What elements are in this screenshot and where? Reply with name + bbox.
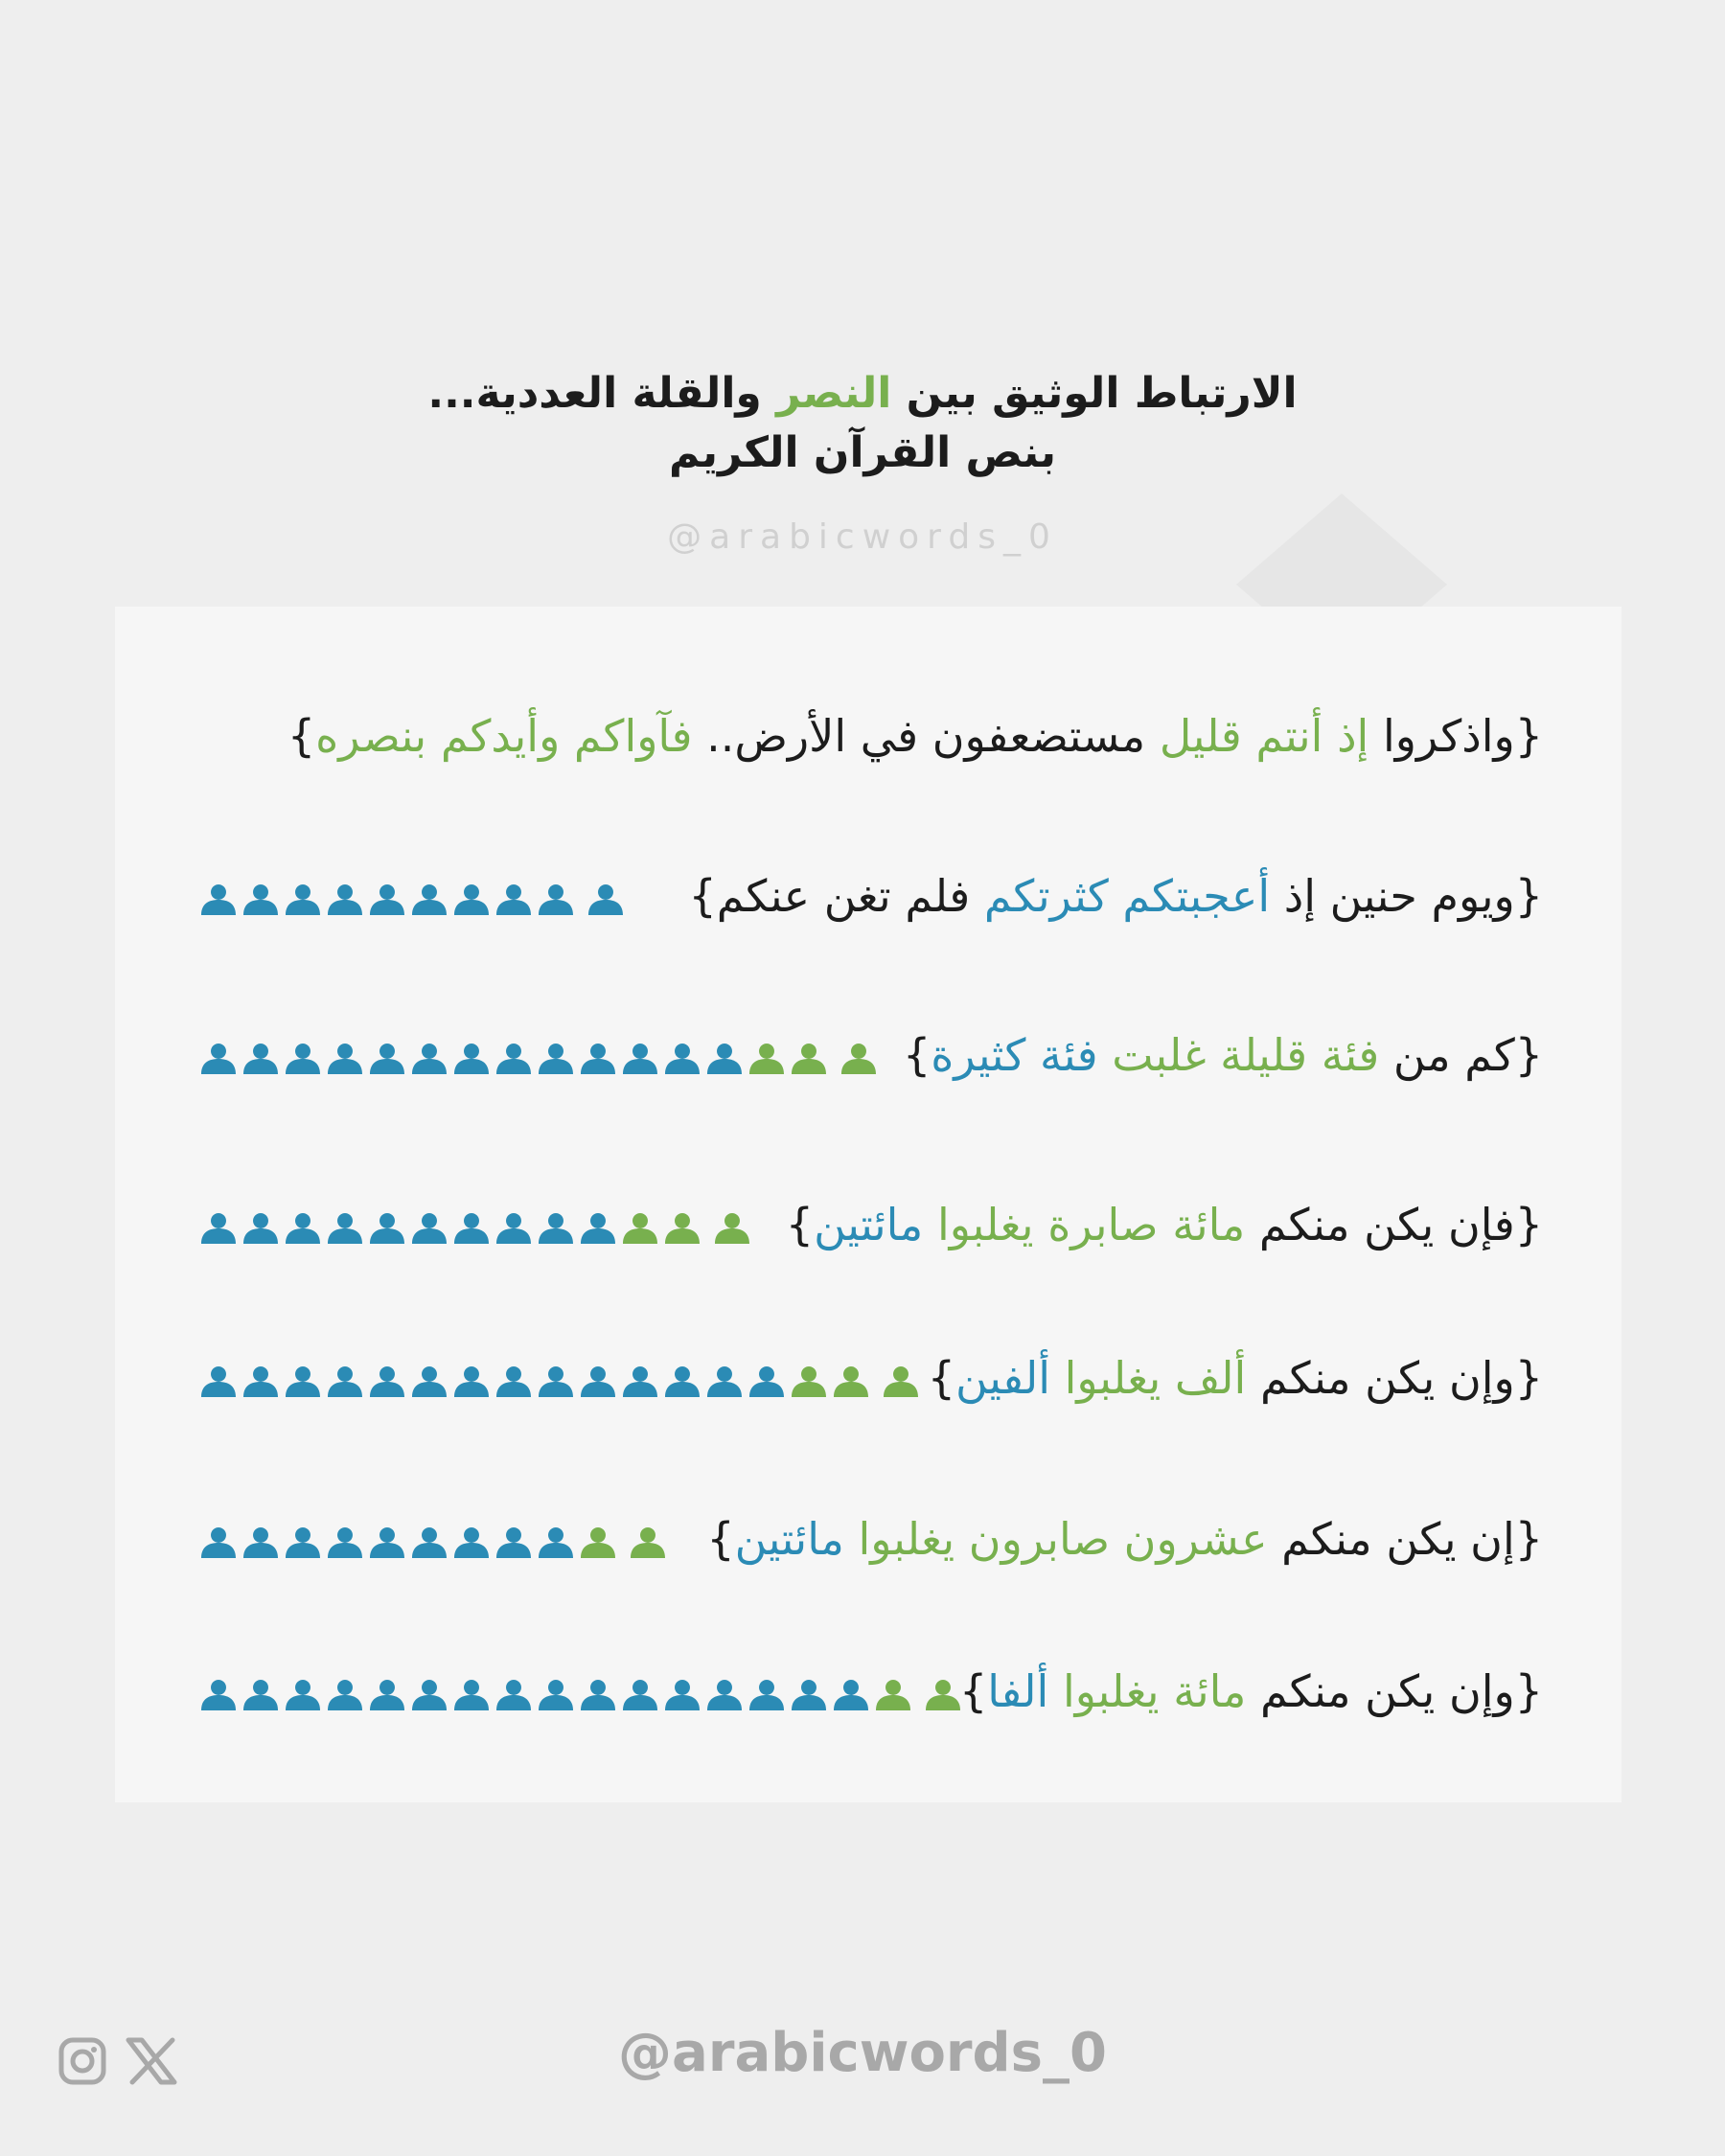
person-icon-blue [535, 1211, 577, 1244]
person-icon-blue [493, 1042, 535, 1074]
verse-segment [923, 1199, 937, 1250]
person-icon-blue [197, 883, 240, 915]
person-icon-blue [450, 1042, 493, 1074]
person-icon-blue [408, 1042, 450, 1074]
person-icon-blue [493, 1525, 535, 1558]
person-icon-blue [282, 1042, 324, 1074]
person-icon-green [746, 1042, 788, 1074]
person-icon-blue [450, 1525, 493, 1558]
person-icon-blue [282, 1365, 324, 1397]
person-icon-blue [493, 883, 535, 915]
title-segment: النصر [776, 369, 892, 418]
person-icon-blue [324, 1365, 366, 1397]
verse-segment: {كم من [1379, 1029, 1543, 1081]
person-icon-blue [493, 1211, 535, 1244]
verse-segment: ألفا [987, 1665, 1049, 1717]
title-line-2: بنص القرآن الكريم [668, 428, 1056, 477]
person-icon-green [619, 1211, 661, 1244]
person-icon-blue [408, 1525, 450, 1558]
verse-segment: فئة كثيرة [931, 1029, 1098, 1081]
person-icon-blue [535, 883, 577, 915]
verses-card [115, 607, 1622, 1802]
person-icon-blue [366, 1211, 408, 1244]
page-title [0, 364, 1725, 483]
verse-text [288, 707, 1543, 765]
person-icon-blue [703, 1365, 746, 1397]
person-icon-green [661, 1211, 703, 1244]
person-icon-blue [324, 883, 366, 915]
verse-segment: مائة يغلبوا [1062, 1665, 1247, 1717]
person-icon-blue [577, 1678, 619, 1710]
person-icon-green [872, 1678, 914, 1710]
person-icon-blue [240, 1525, 282, 1558]
person-icon-blue [577, 1365, 619, 1397]
verse-segment: } [927, 1352, 956, 1404]
title-segment: الارتباط الوثيق بين [891, 369, 1298, 418]
person-icon-blue [324, 1525, 366, 1558]
person-icon-green [788, 1365, 830, 1397]
person-icon-green [577, 1525, 619, 1558]
person-icon-green [627, 1525, 669, 1558]
person-icon-blue [450, 1365, 493, 1397]
person-icon-blue [366, 1042, 408, 1074]
verse-segment: مستضعفون في الأرض.. [692, 710, 1160, 762]
verse-text [928, 1349, 1543, 1407]
person-icon-blue [366, 1678, 408, 1710]
verse-row [115, 1653, 1622, 1730]
verse-row [115, 1186, 1622, 1263]
person-icon-blue [366, 883, 408, 915]
person-icon-blue [324, 1042, 366, 1074]
person-icon-blue [493, 1678, 535, 1710]
verse-segment: } [958, 1665, 988, 1717]
person-icon-blue [661, 1365, 703, 1397]
person-icon-blue [535, 1678, 577, 1710]
verse-segment: فئة قليلة [1220, 1029, 1380, 1081]
person-icon-blue [197, 1525, 240, 1558]
person-icon-blue [577, 1211, 619, 1244]
person-icon-blue [366, 1365, 408, 1397]
verse-text [706, 1510, 1543, 1568]
verse-segment: مائة صابرة يغلبوا [936, 1199, 1246, 1250]
verse-segment: {فإن يكن منكم [1245, 1199, 1543, 1250]
verse-segment: {واذكروا [1368, 710, 1543, 762]
verse-segment: عشرون صابرون يغلبوا [858, 1513, 1268, 1565]
person-icon-blue [535, 1525, 577, 1558]
verse-row [115, 858, 1622, 934]
watermark-handle: @arabicwords_0 [667, 517, 1058, 557]
verse-segment: {ويوم حنين إذ [1270, 870, 1543, 922]
person-icon-blue [197, 1678, 240, 1710]
person-icon-blue [366, 1525, 408, 1558]
verse-segment [1048, 1665, 1063, 1717]
verse-segment: {وإن يكن منكم [1246, 1665, 1543, 1717]
person-icon-blue [282, 883, 324, 915]
person-icon-blue [746, 1365, 788, 1397]
person-icon-blue [324, 1211, 366, 1244]
verse-segment: مائتين [734, 1513, 844, 1565]
person-icon-blue [450, 1211, 493, 1244]
person-icon-blue [788, 1678, 830, 1710]
person-icon-blue [703, 1042, 746, 1074]
person-icon-blue [197, 1211, 240, 1244]
person-icon-blue [746, 1678, 788, 1710]
person-icon-blue [619, 1678, 661, 1710]
people-icons [197, 883, 627, 915]
verse-segment: أعجبتكم كثرتكم [983, 870, 1271, 922]
person-icon-blue [703, 1678, 746, 1710]
person-icon-blue [197, 1042, 240, 1074]
person-icon-blue [240, 883, 282, 915]
person-icon-blue [535, 1365, 577, 1397]
person-icon-blue [282, 1678, 324, 1710]
footer-handle: @arabicwords_0 [618, 2022, 1107, 2084]
verse-segment: فلم تغن عنكم} [688, 870, 984, 922]
verse-row [115, 1501, 1622, 1577]
verse-row [115, 698, 1622, 774]
verse-segment: فآواكم وأيدكم بنصره [315, 710, 693, 762]
person-icon-blue [408, 1211, 450, 1244]
verse-segment: } [706, 1513, 735, 1565]
person-icon-blue [493, 1365, 535, 1397]
verse-segment [1050, 1352, 1065, 1404]
person-icon-blue [585, 883, 627, 915]
person-icon-blue [619, 1365, 661, 1397]
person-icon-blue [408, 1365, 450, 1397]
person-icon-blue [577, 1042, 619, 1074]
person-icon-blue [450, 883, 493, 915]
person-icon-green [922, 1678, 964, 1710]
person-icon-blue [661, 1678, 703, 1710]
verse-segment: غلبت [1097, 1029, 1221, 1081]
verse-text [959, 1663, 1543, 1720]
people-icons [197, 1042, 880, 1074]
person-icon-green [788, 1042, 830, 1074]
verse-segment: {وإن يكن منكم [1246, 1352, 1543, 1404]
person-icon-blue [240, 1211, 282, 1244]
person-icon-blue [282, 1525, 324, 1558]
person-icon-blue [282, 1211, 324, 1244]
verse-segment: } [287, 710, 316, 762]
person-icon-green [880, 1365, 922, 1397]
people-icons [197, 1525, 669, 1558]
verse-text [903, 1026, 1543, 1084]
verse-row [115, 1340, 1622, 1416]
person-icon-blue [324, 1678, 366, 1710]
verse-segment: ألف يغلبوا [1064, 1352, 1247, 1404]
person-icon-blue [535, 1042, 577, 1074]
person-icon-blue [450, 1678, 493, 1710]
person-icon-blue [830, 1678, 872, 1710]
person-icon-blue [240, 1042, 282, 1074]
person-icon-blue [408, 883, 450, 915]
person-icon-green [711, 1211, 753, 1244]
verse-text [786, 1196, 1543, 1253]
person-icon-blue [240, 1678, 282, 1710]
title-line-1 [0, 364, 1725, 424]
people-icons [197, 1211, 753, 1244]
person-icon-blue [661, 1042, 703, 1074]
person-icon-blue [408, 1678, 450, 1710]
verse-segment: ألفين [955, 1352, 1051, 1404]
verse-segment: إذ أنتم قليل [1159, 710, 1369, 762]
verse-text [688, 867, 1543, 925]
verse-segment [844, 1513, 859, 1565]
person-icon-blue [619, 1042, 661, 1074]
verse-segment: {إن يكن منكم [1267, 1513, 1543, 1565]
person-icon-green [838, 1042, 880, 1074]
title-segment: والقلة العددية... [427, 369, 777, 418]
people-icons [197, 1678, 964, 1710]
verse-row [115, 1017, 1622, 1093]
verse-segment: } [903, 1029, 932, 1081]
person-icon-blue [240, 1365, 282, 1397]
person-icon-green [830, 1365, 872, 1397]
person-icon-blue [197, 1365, 240, 1397]
verse-segment: } [785, 1199, 815, 1250]
people-icons [197, 1365, 922, 1397]
verse-segment: مائتين [814, 1199, 924, 1250]
